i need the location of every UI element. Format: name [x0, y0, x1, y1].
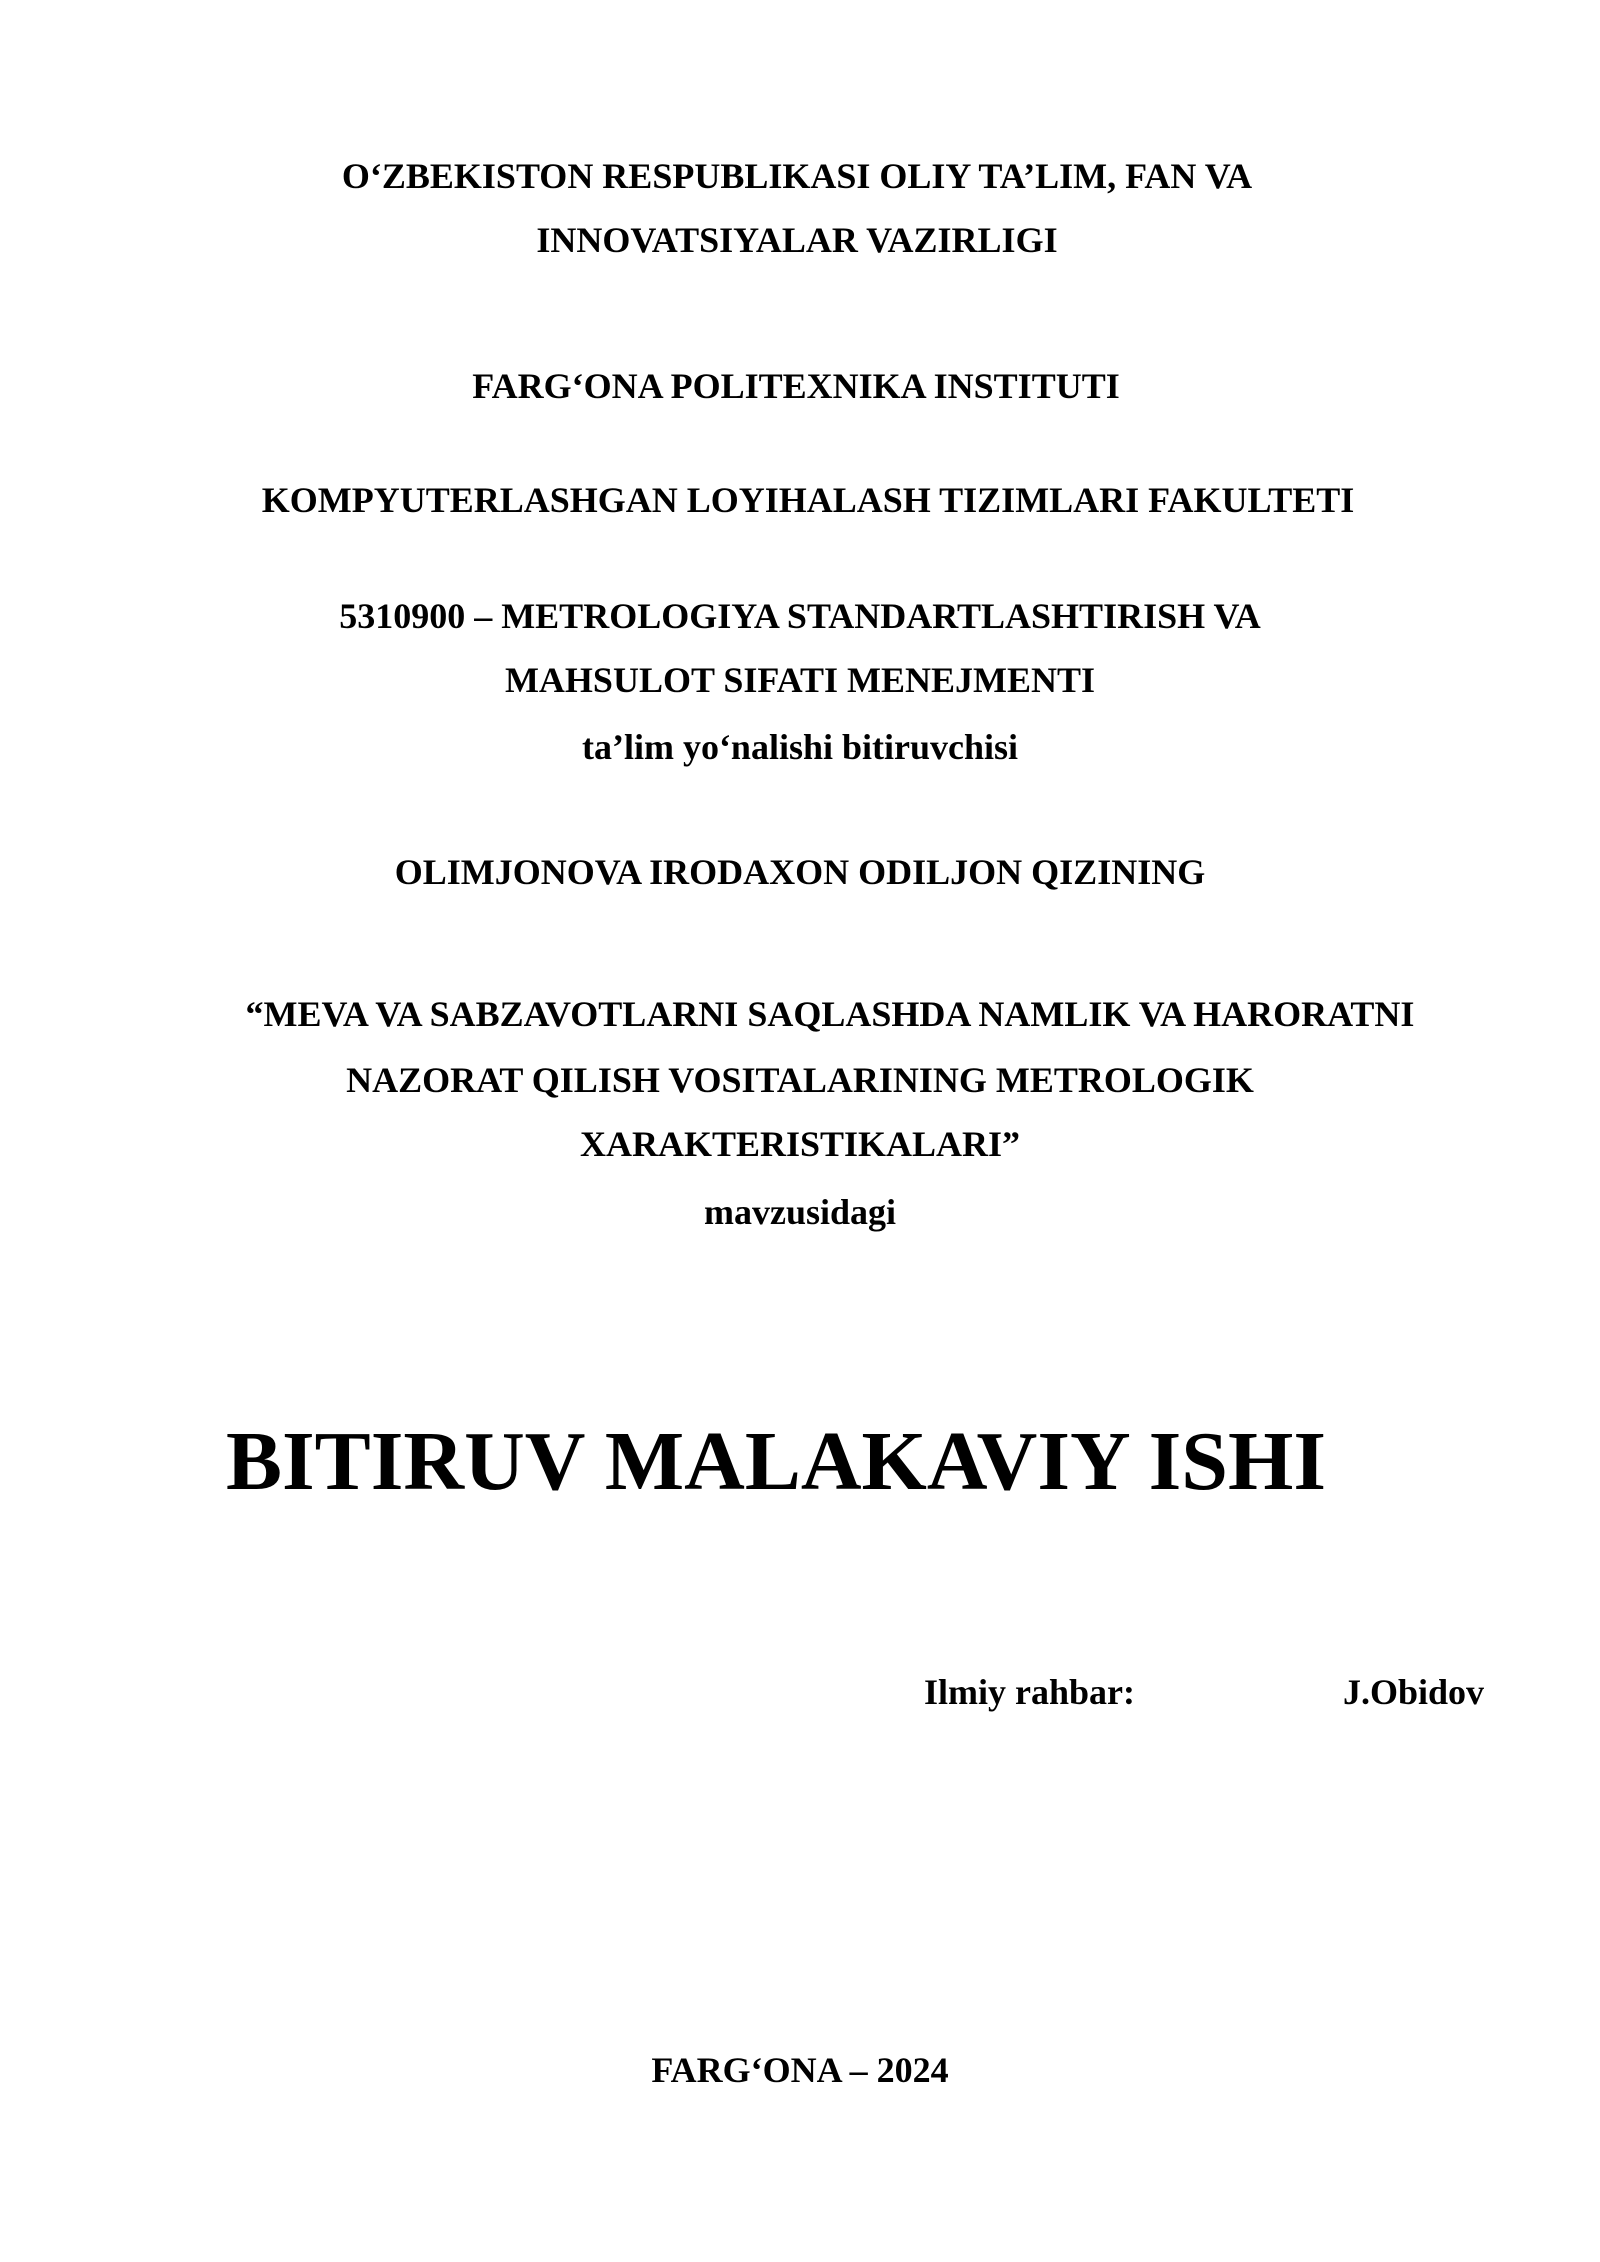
- work-title: BITIRUV MALAKAVIY ISHI: [225, 1415, 1327, 1508]
- author-name: OLIMJONOVA IRODAXON ODILJON QIZINING: [394, 852, 1206, 892]
- footer-city-year: FARG‘ONA – 2024: [651, 2050, 949, 2090]
- topic-line-2: NAZORAT QILISH VOSITALARINING METROLOGIK: [346, 1060, 1254, 1100]
- specialty-line-2: MAHSULOT SIFATI MENEJMENTI: [504, 660, 1096, 700]
- institute-name: FARG‘ONA POLITEXNIKA INSTITUTI: [472, 366, 1120, 406]
- specialty-line-3: ta’lim yo‘nalishi bitiruvchisi: [581, 727, 1019, 767]
- ministry-line-2: INNOVATSIYALAR VAZIRLIGI: [536, 220, 1058, 260]
- faculty-name: KOMPYUTERLASHGAN LOYIHALASH TIZIMLARI FAKULTETI: [261, 480, 1355, 520]
- specialty-line-1: 5310900 – METROLOGIYA STANDARTLASHTIRISH VA: [339, 596, 1261, 636]
- topic-line-1: “MEVA VA SABZAVOTLARNI SAQLASHDA NAMLIK VA HARORATNI: [245, 994, 1415, 1034]
- advisor-name: J.Obidov: [1343, 1672, 1485, 1712]
- ministry-line-1: O‘ZBEKISTON RESPUBLIKASI OLIY TA’LIM, FAN VA: [341, 156, 1253, 196]
- topic-suffix: mavzusidagi: [703, 1192, 897, 1232]
- advisor-label: Ilmiy rahbar:: [924, 1672, 1135, 1712]
- topic-line-3: XARAKTERISTIKALARI”: [579, 1124, 1021, 1164]
